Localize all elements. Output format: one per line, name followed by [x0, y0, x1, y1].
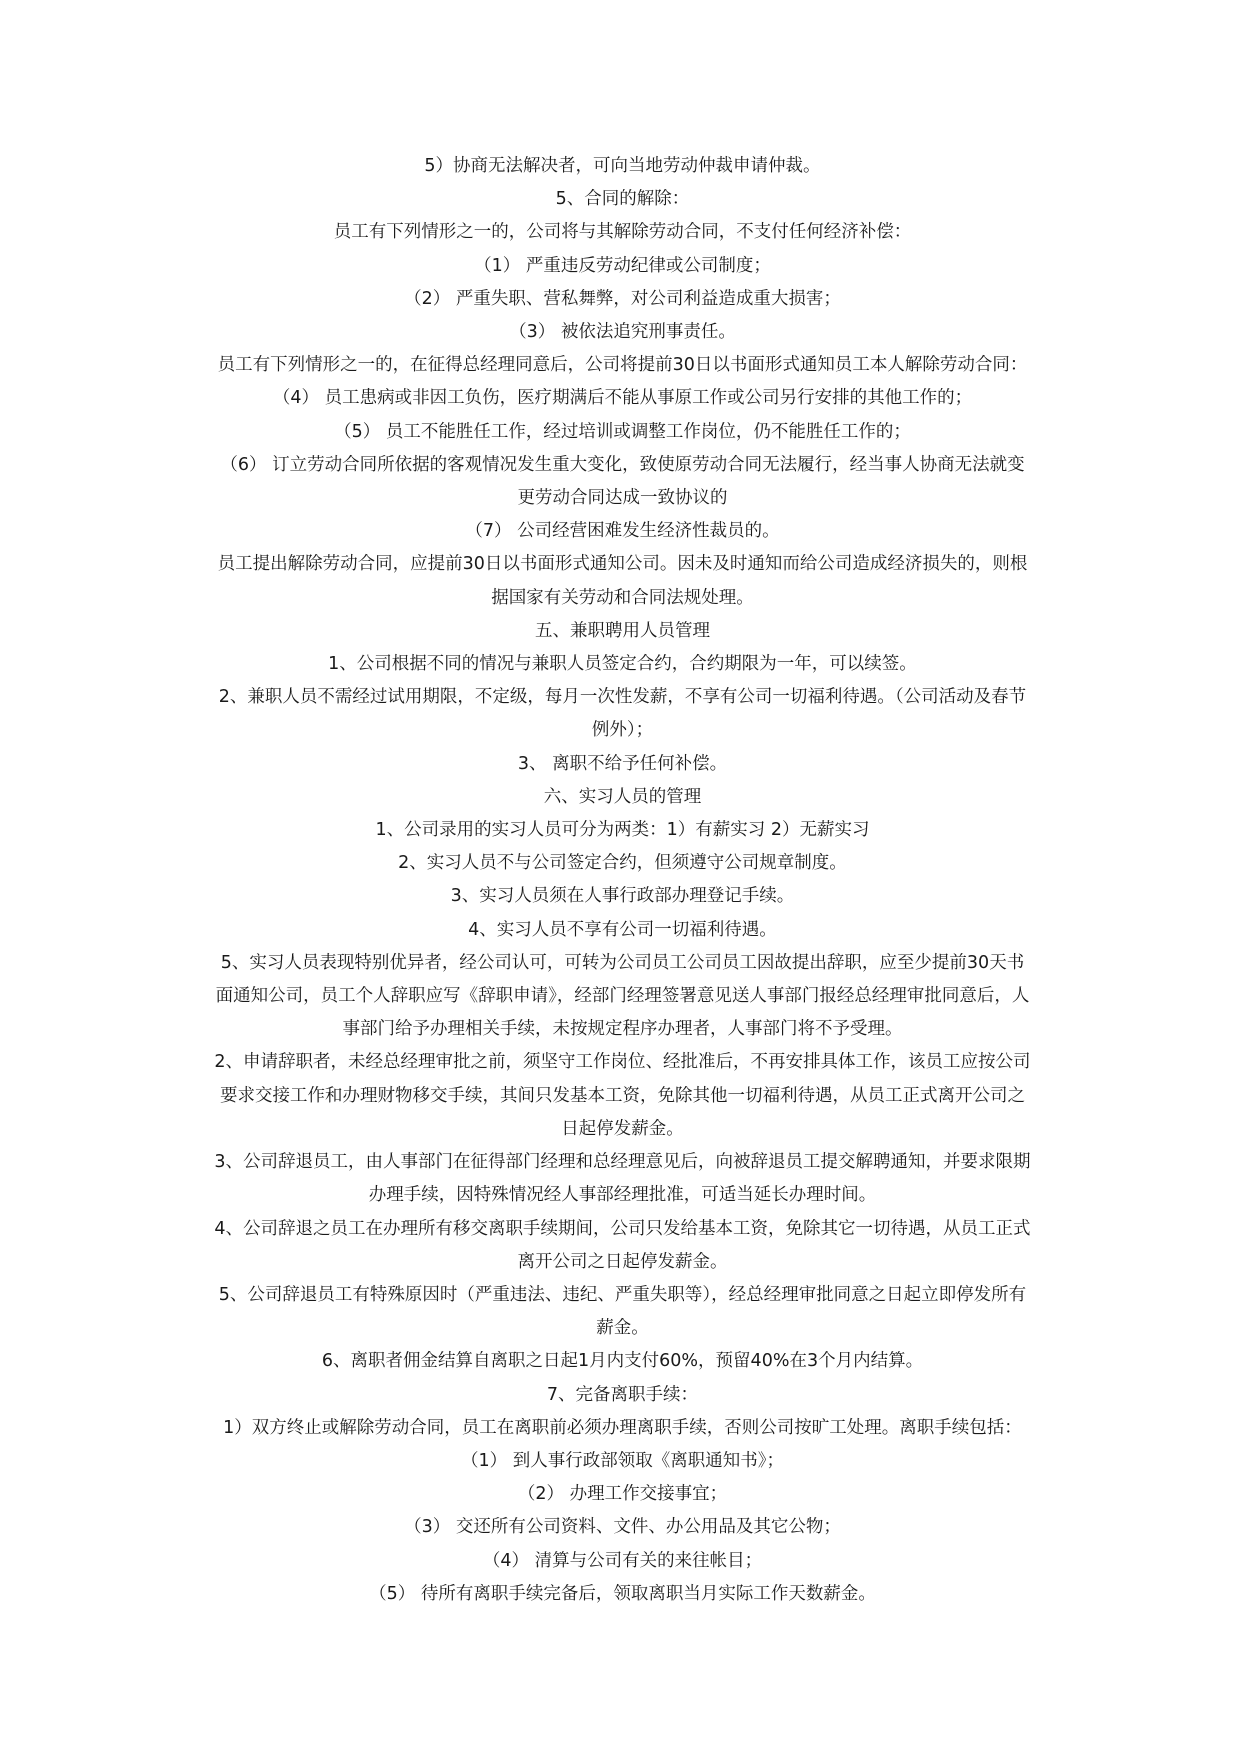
- document-page: [185, 150, 1060, 1611]
- list-item-continuation: 办理手续，因特殊情况经人事部经理批准，可适当延长办理时间。: [368, 1185, 877, 1206]
- list-item: 2、兼职人员不需经过试用期限，不定级，每月一次性发薪，不享有公司一切福利待遇。（公司活动及春节: [218, 687, 1027, 708]
- list-item-continuation: 要求交接工作和办理财物移交手续，其间只发基本工资，免除其他一切福利待遇，从员工正式离开公司之: [220, 1085, 1025, 1106]
- text-line: 员工有下列情形之一的，在征得总经理同意后，公司将提前30日以书面形式通知员工本人解除劳动合同：: [217, 355, 1028, 376]
- list-item: （3） 被依法追究刑事责任。: [509, 322, 736, 343]
- list-item: 2、实习人员不与公司签定合约，但须遵守公司规章制度。: [398, 853, 847, 874]
- list-item: 3、实习人员须在人事行政部办理登记手续。: [450, 886, 795, 907]
- list-item: （2） 严重失职、营私舞弊，对公司利益造成重大损害；: [404, 288, 841, 309]
- text-line: 员工提出解除劳动合同，应提前30日以书面形式通知公司。因未及时通知而给公司造成经济损失的，则根: [217, 554, 1028, 575]
- list-item: （6） 订立劳动合同所依据的客观情况发生重大变化，致使原劳动合同无法履行，经当事人协商无法就变: [220, 454, 1025, 475]
- list-item: 5、公司辞退员工有特殊原因时（严重违法、违纪、严重失职等），经总经理审批同意之日起立即停发所有: [218, 1284, 1027, 1305]
- section-heading: 六、实习人员的管理: [543, 786, 702, 807]
- list-item: （2） 办理工作交接事宜；: [517, 1484, 728, 1505]
- list-item: 3、公司辞退员工，由人事部门在征得部门经理和总经理意见后，向被辞退员工提交解聘通知，并要求限期: [214, 1152, 1031, 1173]
- list-item: （4） 员工患病或非因工负伤，医疗期满后不能从事原工作或公司另行安排的其他工作的；: [272, 388, 973, 409]
- list-item-continuation: 离开公司之日起停发薪金。: [517, 1251, 728, 1272]
- list-item: 5、实习人员表现特别优异者，经公司认可，可转为公司员工公司员工因故提出辞职，应至少提前30天书: [220, 952, 1025, 973]
- list-item: （7） 公司经营困难发生经济性裁员的。: [465, 521, 780, 542]
- list-item-continuation: 事部门给予办理相关手续，未按规定程序办理者，人事部门将不予受理。: [342, 1019, 903, 1040]
- section-heading: 7、完备离职手续：: [546, 1384, 699, 1405]
- list-item: （3） 交还所有公司资料、文件、办公用品及其它公物；: [404, 1517, 841, 1538]
- list-item: 3、 离职不给予任何补偿。: [517, 753, 728, 774]
- list-item-continuation: 面通知公司，员工个人辞职应写《辞职申请》，经部门经理签署意见送人事部门报经总经理审批同意后，人: [215, 986, 1030, 1007]
- list-item-continuation: 薪金。: [596, 1318, 649, 1339]
- text-line-continuation: 据国家有关劳动和合同法规处理。: [491, 587, 754, 608]
- section-heading: 五、兼职聘用人员管理: [535, 620, 710, 641]
- section-heading: 5、合同的解除：: [555, 189, 690, 210]
- list-item: （5） 待所有离职手续完备后，领取离职当月实际工作天数薪金。: [369, 1583, 876, 1604]
- list-item: 6、离职者佣金结算自离职之日起1月内支付60%，预留40%在3个月内结算。: [321, 1351, 924, 1372]
- list-item: 2、申请辞职者，未经总经理审批之前，须坚守工作岗位、经批准后，不再安排具体工作，该员工应按公司: [214, 1052, 1031, 1073]
- list-item: （1） 严重违反劳动纪律或公司制度；: [474, 255, 771, 276]
- list-item: 4、公司辞退之员工在办理所有移交离职手续期间，公司只发给基本工资，免除其它一切待遇，从员工正式: [214, 1218, 1031, 1239]
- list-item-continuation: 更劳动合同达成一致协议的: [517, 488, 728, 509]
- text-line: 1）双方终止或解除劳动合同，员工在离职前必须办理离职手续，否则公司按旷工处理。离职手续包括：: [223, 1417, 1022, 1438]
- list-item: 4、实习人员不享有公司一切福利待遇。: [468, 919, 777, 940]
- list-item: （1） 到人事行政部领取《离职通知书》；: [461, 1450, 784, 1471]
- list-item-continuation: 日起停发薪金。: [561, 1118, 684, 1139]
- list-item: 1、公司录用的实习人员可分为两类：1）有薪实习 2）无薪实习: [375, 820, 870, 841]
- list-item-continuation: 例外）；: [591, 720, 654, 741]
- list-item: （4） 清算与公司有关的来往帐目；: [482, 1550, 763, 1571]
- list-item: （5） 员工不能胜任工作，经过培训或调整工作岗位，仍不能胜任工作的；: [334, 421, 911, 442]
- text-line: 5）协商无法解决者，可向当地劳动仲裁申请仲裁。: [424, 156, 821, 176]
- text-line: 员工有下列情形之一的，公司将与其解除劳动合同，不支付任何经济补偿：: [333, 222, 912, 243]
- list-item: 1、公司根据不同的情况与兼职人员签定合约，合约期限为一年，可以续签。: [328, 654, 917, 675]
